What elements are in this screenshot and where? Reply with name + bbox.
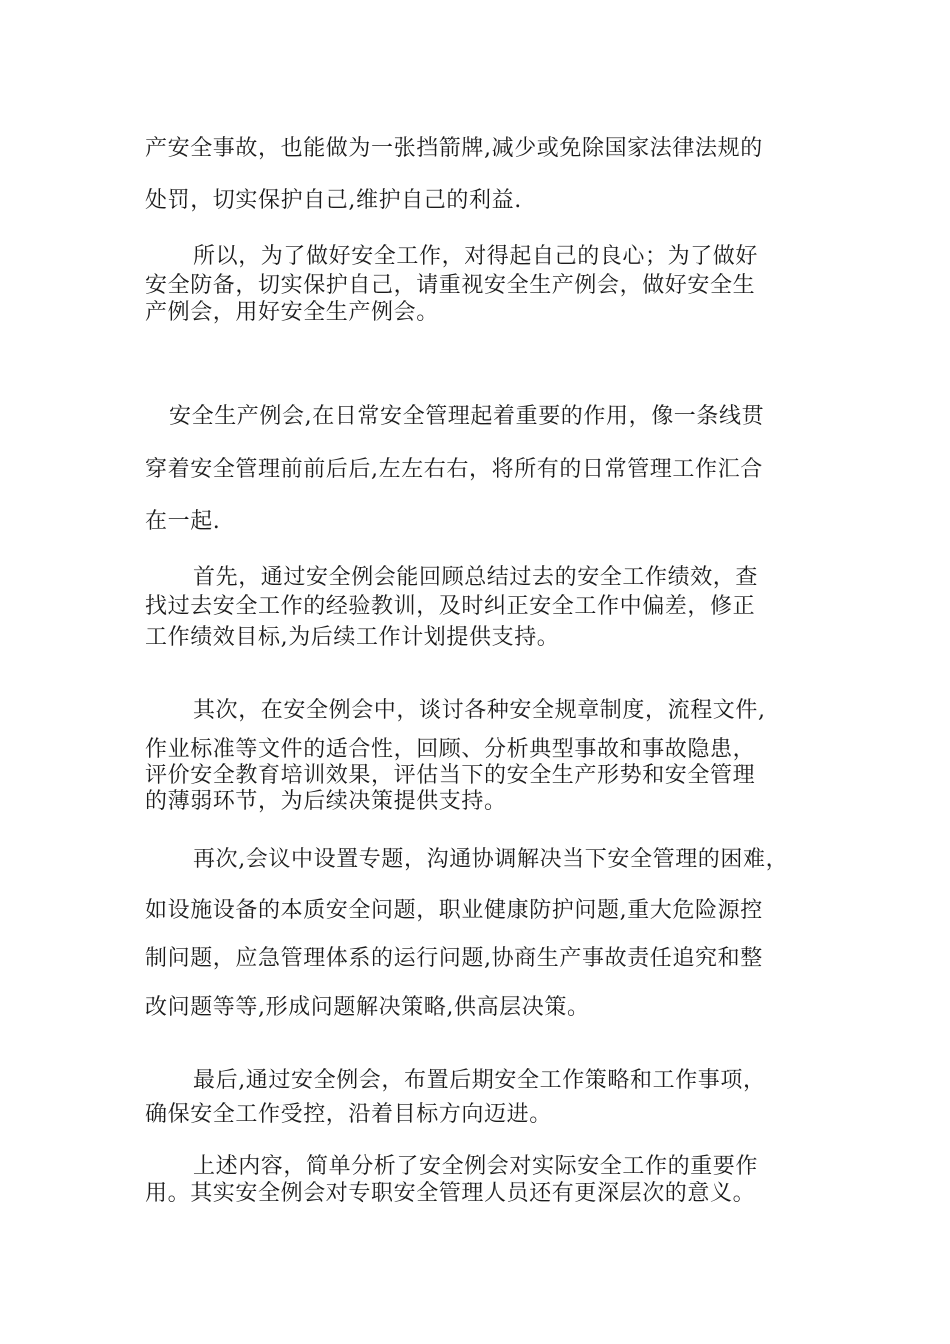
paragraph-4-line-2: 找过去安全工作的经验教训，及时纠正安全工作中偏差，修正	[145, 594, 756, 619]
paragraph-6-line-3: 制问题，应急管理体系的运行问题,协商生产事故责任追究和整	[145, 946, 763, 971]
paragraph-1-line-2: 处罚，切实保护自己,维护自己的利益.	[145, 188, 522, 213]
paragraph-6-line-4: 改问题等等,形成问题解决策略,供高层决策。	[145, 995, 590, 1020]
paragraph-6-line-2: 如设施设备的本质安全问题，职业健康防护问题,重大危险源控	[145, 898, 763, 923]
paragraph-7-line-1: 最后,通过安全例会，布置后期安全工作策略和工作事项，	[193, 1068, 766, 1093]
paragraph-3-line-2: 穿着安全管理前前后后,左左右右，将所有的日常管理工作汇合	[145, 457, 763, 482]
paragraph-7-line-2: 确保安全工作受控，沿着目标方向迈进。	[145, 1102, 552, 1127]
paragraph-2-line-3: 产例会，用好安全生产例会。	[145, 300, 439, 325]
paragraph-2-line-1: 所以，为了做好安全工作，对得起自己的良心；为了做好	[193, 244, 759, 269]
paragraph-5-line-1: 其次，在安全例会中，谈讨各种安全规章制度，流程文件,	[193, 698, 766, 723]
paragraph-3-line-1: 安全生产例会,在日常安全管理起着重要的作用，像一条线贯	[169, 404, 765, 429]
paragraph-5-line-4: 的薄弱环节，为后续决策提供支持。	[145, 789, 507, 814]
paragraph-5-line-2: 作业标准等文件的适合性，回顾、分析典型事故和事故隐患，	[145, 737, 756, 762]
paragraph-5-line-3: 评价安全教育培训效果，评估当下的安全生产形势和安全管理	[145, 763, 756, 788]
paragraph-1-line-1: 产安全事故，也能做为一张挡箭牌,减少或免除国家法律法规的	[145, 136, 763, 161]
paragraph-8-line-2: 用。其实安全例会对专职安全管理人员还有更深层次的意义。	[145, 1181, 756, 1206]
paragraph-4-line-1: 首先，通过安全例会能回顾总结过去的安全工作绩效，查	[193, 565, 759, 590]
paragraph-3-line-3: 在一起.	[145, 509, 221, 534]
paragraph-8-line-1: 上述内容，简单分析了安全例会对实际安全工作的重要作	[193, 1154, 759, 1179]
paragraph-6-line-1: 再次,会议中设置专题，沟通协调解决当下安全管理的困难，	[193, 847, 789, 872]
paragraph-4-line-3: 工作绩效目标,为后续工作计划提供支持。	[145, 625, 560, 650]
paragraph-2-line-2: 安全防备，切实保护自己，请重视安全生产例会，做好安全生	[145, 273, 756, 298]
